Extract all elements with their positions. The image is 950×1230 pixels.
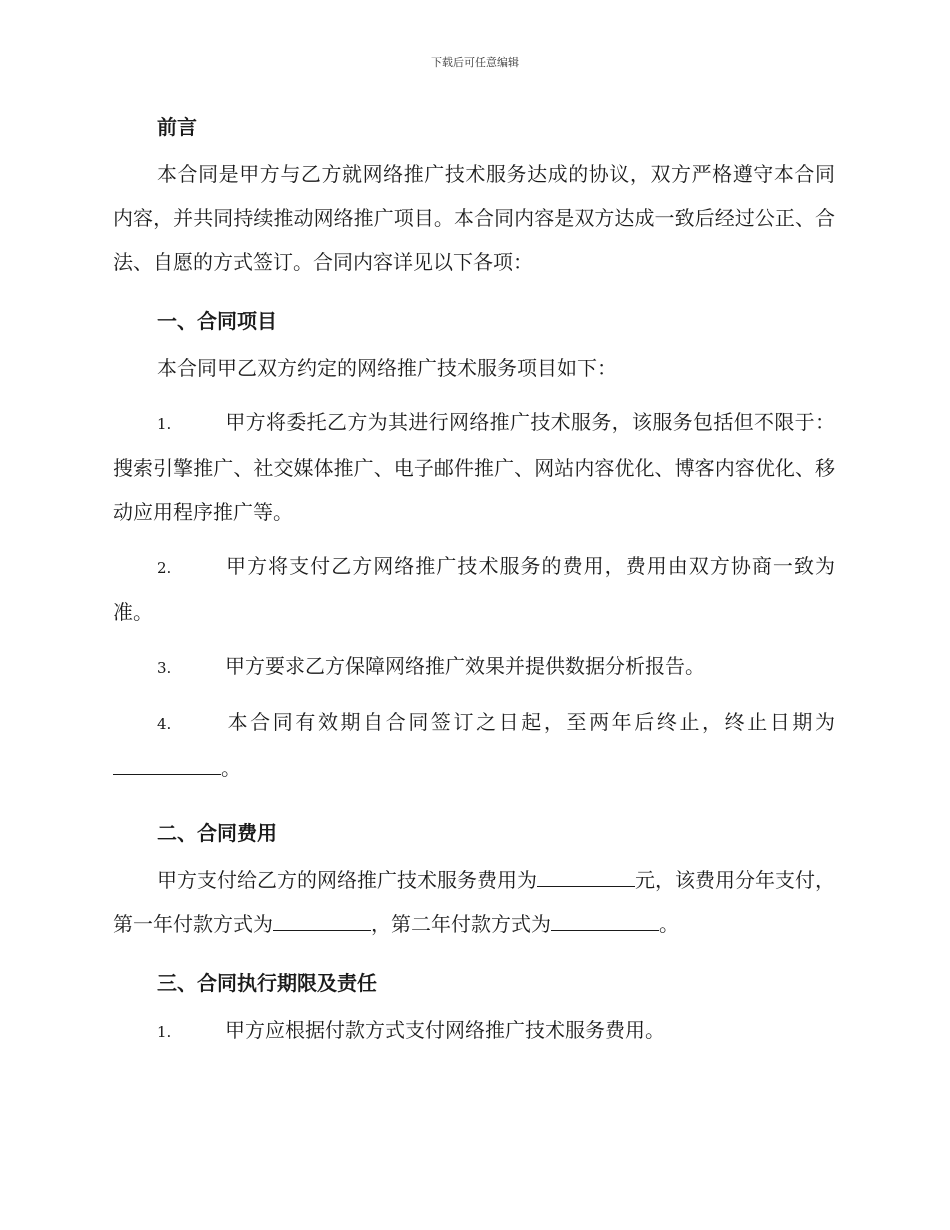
section1-title: 一、合同项目	[157, 309, 277, 333]
preface-title: 前言	[157, 115, 197, 139]
item-text: 甲方应根据付款方式支付网络推广技术服务费用。	[225, 1018, 665, 1042]
item-number: 1.	[157, 415, 172, 433]
section3-item-1	[113, 1008, 835, 1054]
item-text: 本合同有效期自合同签订之日起，至两年后终止，终止日期为	[225, 710, 835, 734]
section1-intro: 本合同甲乙双方约定的网络推广技术服务项目如下：	[157, 356, 617, 380]
fee-text-2: 元，该费用分年支付，第一年付款方式为	[113, 868, 835, 936]
item-text: 甲方将支付乙方网络推广技术服务的费用，费用由双方协商一致为准。	[113, 554, 835, 624]
item-number: 1.	[157, 1023, 172, 1041]
section2-text	[113, 858, 835, 946]
fee-amount-blank[interactable]	[537, 866, 635, 887]
item-number: 3.	[157, 659, 172, 677]
section1-item-3	[113, 644, 835, 690]
section2-title: 二、合同费用	[157, 821, 277, 845]
item-number: 4.	[157, 715, 172, 733]
item-text-end: 。	[221, 756, 241, 780]
section1-item-1	[113, 400, 835, 534]
fee-text-4: 。	[659, 912, 679, 936]
document-body	[113, 112, 835, 1054]
section1-item-2	[113, 544, 835, 634]
first-year-payment-blank[interactable]	[273, 910, 371, 931]
fee-text-1: 甲方支付给乙方的网络推广技术服务费用为	[157, 868, 537, 892]
item-text: 甲方将委托乙方为其进行网络推广技术服务，该服务包括但不限于：搜索引擎推广、社交媒体推广、电子邮件推广、网站内容优化、博客内容优化、移动应用程序推广等。	[113, 410, 835, 524]
section3-title: 三、合同执行期限及责任	[157, 971, 377, 995]
second-year-payment-blank[interactable]	[551, 910, 659, 931]
item-text: 甲方要求乙方保障网络推广效果并提供数据分析报告。	[225, 654, 705, 678]
fee-text-3: ，第二年付款方式为	[371, 912, 551, 936]
section1-item-4	[113, 700, 835, 790]
preface-text: 本合同是甲方与乙方就网络推广技术服务达成的协议，双方严格遵守本合同内容，并共同持续推动网络推广项目。本合同内容是双方达成一致后经过公正、合法、自愿的方式签订。合同内容详见以下各项：	[113, 162, 835, 274]
item-number: 2.	[157, 559, 172, 577]
header-note: 下载后可任意编辑	[431, 56, 519, 69]
end-date-blank[interactable]	[113, 754, 221, 775]
